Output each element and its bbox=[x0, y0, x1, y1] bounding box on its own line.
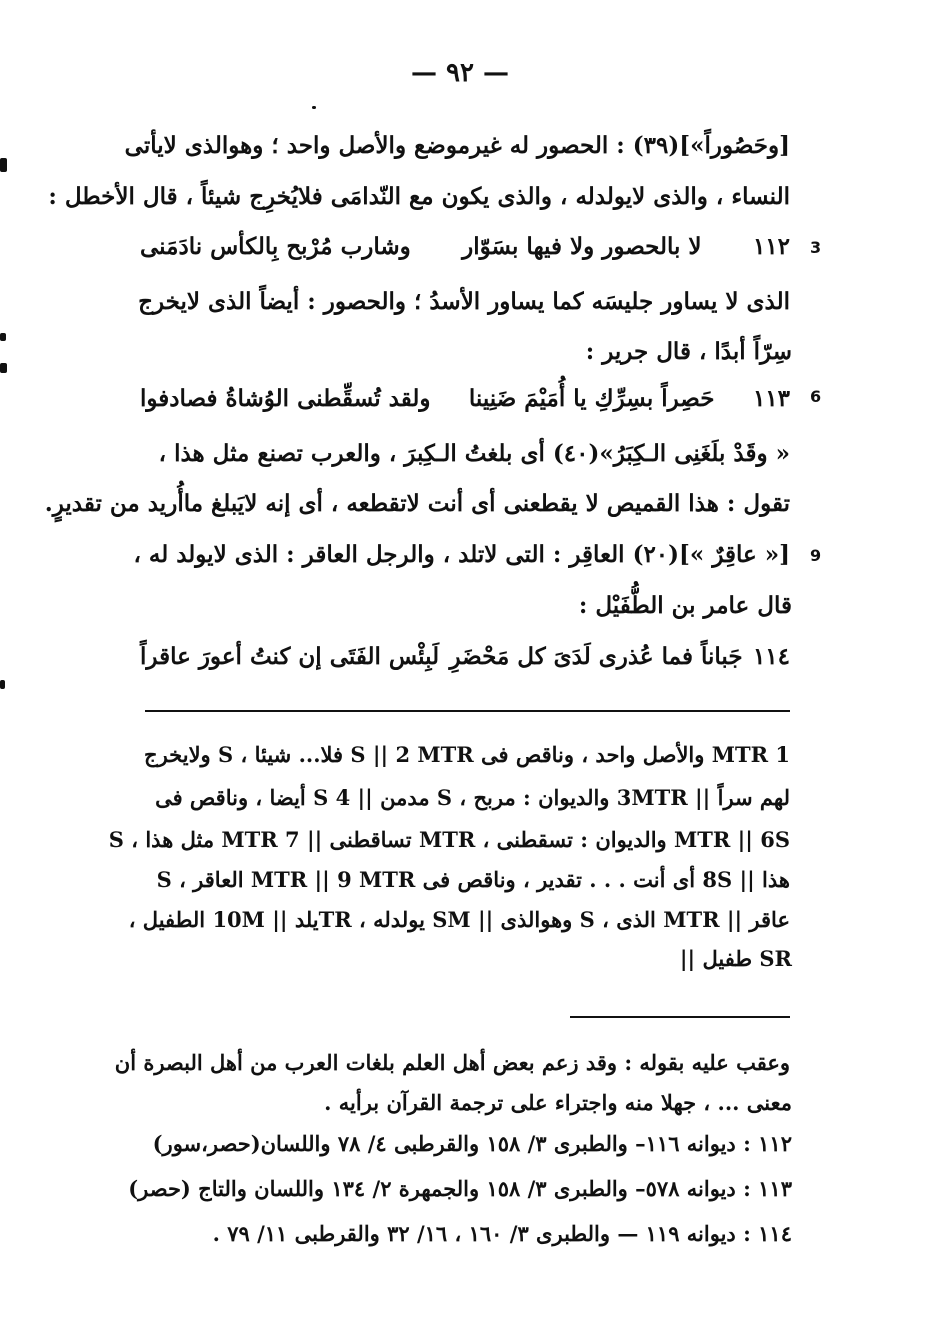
apparatus-line: SR طفيل || bbox=[679, 946, 792, 971]
text-line: سِرّاً أبدًا ، قال جرير : bbox=[585, 338, 792, 365]
footnote-rule bbox=[570, 1016, 790, 1018]
verse-hemistich: لَبِئْس الفَتَى إن كنتُ أعورَ عاقراً bbox=[140, 643, 440, 670]
scan-speck bbox=[312, 106, 316, 109]
page-number: — ٩٢ — bbox=[410, 58, 510, 88]
text-line: [« عاقِرٌ »](٢٠) العاقِر : التى لاتلد ، والرجل العاقر : الذى لايولد له ، bbox=[133, 541, 790, 568]
apparatus-line: لهم سراً || 3MTR والديوان : مربح ، S مدمن || 4 S أيضا ، وناقص فى bbox=[155, 785, 790, 810]
footnote-line: وعقب عليه بقوله : وقد زعم بعض أهل العلم بلغات العرب من أهل البصرة أن bbox=[114, 1050, 790, 1075]
text-line: [وحَصُوراً»](٣٩) : الحصور له غيرموضع والأصل واحد ؛ وهوالذى لايأتى bbox=[124, 132, 790, 159]
footnote-line: معنى ... ، جهلا منه واجتراء على ترجمة القرآن برأيه . bbox=[324, 1090, 792, 1115]
verse bbox=[140, 233, 790, 262]
verse-hemistich: ولقد تُسقِّطنى الوُشاةُ فصادفوا bbox=[140, 385, 431, 412]
verse-hemistich: وشارب مُرْبح بِالكأس نادَمَنى bbox=[140, 233, 411, 260]
line-number: 9 bbox=[810, 546, 822, 565]
verse-hemistich: حَصِراً بسِرِّكِ يا أُمَيْمَ ضَنِينا bbox=[468, 385, 715, 412]
scan-speck bbox=[0, 363, 7, 373]
separator-rule bbox=[145, 710, 790, 712]
apparatus-line: 1 MTR والأصل واحد ، وناقص فى S || 2 MTR فلا... شيئا ، S ولايخرج bbox=[144, 742, 790, 767]
scan-speck bbox=[0, 333, 6, 341]
verse-hemistich: لا بالحصور ولا فيها بسَوّار bbox=[462, 233, 702, 260]
apparatus-line: MTR || 6S والديوان : تسقطنى ، MTR تساقطنى || 7 MTR مثل هذا ، S bbox=[108, 827, 790, 852]
scan-speck bbox=[0, 158, 7, 172]
verse bbox=[140, 643, 790, 672]
verse-reference: ١١٤ bbox=[752, 643, 790, 670]
text-line: « وقَدْ بلَغَنِى الـكِبَرُ»(٤٠) أى بلغتُ الـكِبرَ ، والعرب تصنع مثل هذا ، bbox=[158, 440, 790, 467]
text-line: النساء ، والذى لايولدله ، والذى يكون مع النّدامَى فلايُخرِج شيئاً ، قال الأخطل : bbox=[48, 183, 790, 210]
scan-speck bbox=[0, 680, 5, 689]
verse-hemistich: جَباناً فما عُذرى لَدَىَ كل مَحْضَرِ bbox=[449, 643, 743, 670]
line-number: 3 bbox=[810, 238, 822, 257]
text-line: تقول : هذا القميص لا يقطعنى أى أنت لاتقطعه ، أى إنه لايَبلغ ماأُريد من تقديرٍ. bbox=[44, 490, 790, 517]
text-line: الذى لا يساور جليسَه كما يساور الأسدُ ؛ والحصور : أيضاً الذى لايخرج bbox=[138, 288, 790, 315]
footnote-reference: ١١٢ : ديوانه ١١٦– والطبرى ٣/ ١٥٨ والقرطبى ٤/ ٧٨ واللسان(حصر،سور) bbox=[152, 1131, 792, 1156]
verse bbox=[140, 385, 790, 414]
verse-reference: ١١٢ bbox=[752, 233, 790, 260]
apparatus-line: عاقر || MTR الذى ، S وهوالذى || SM يولدله ، TRيلد || 10M الطفيل ، bbox=[128, 907, 790, 932]
footnote-reference: ١١٤ : ديوانه ١١٩ — والطبرى ٣/ ١٦٠ ، ١٦/ ٣٢ والقرطبى ١١/ ٧٩ . bbox=[212, 1221, 792, 1246]
verse-reference: ١١٣ bbox=[752, 385, 790, 412]
apparatus-line: هذا || 8S أى أنت . . . تقدير ، وناقص فى MTR || 9 MTR العاقر ، S bbox=[156, 867, 790, 892]
line-number: 6 bbox=[810, 387, 822, 406]
text-line: قال عامر بن الطُّفَيْل : bbox=[578, 592, 792, 619]
footnote-reference: ١١٣ : ديوانه ٥٧٨– والطبرى ٣/ ١٥٨ والجمهرة ٢/ ١٣٤ واللسان والتاج (حصر) bbox=[128, 1176, 792, 1201]
